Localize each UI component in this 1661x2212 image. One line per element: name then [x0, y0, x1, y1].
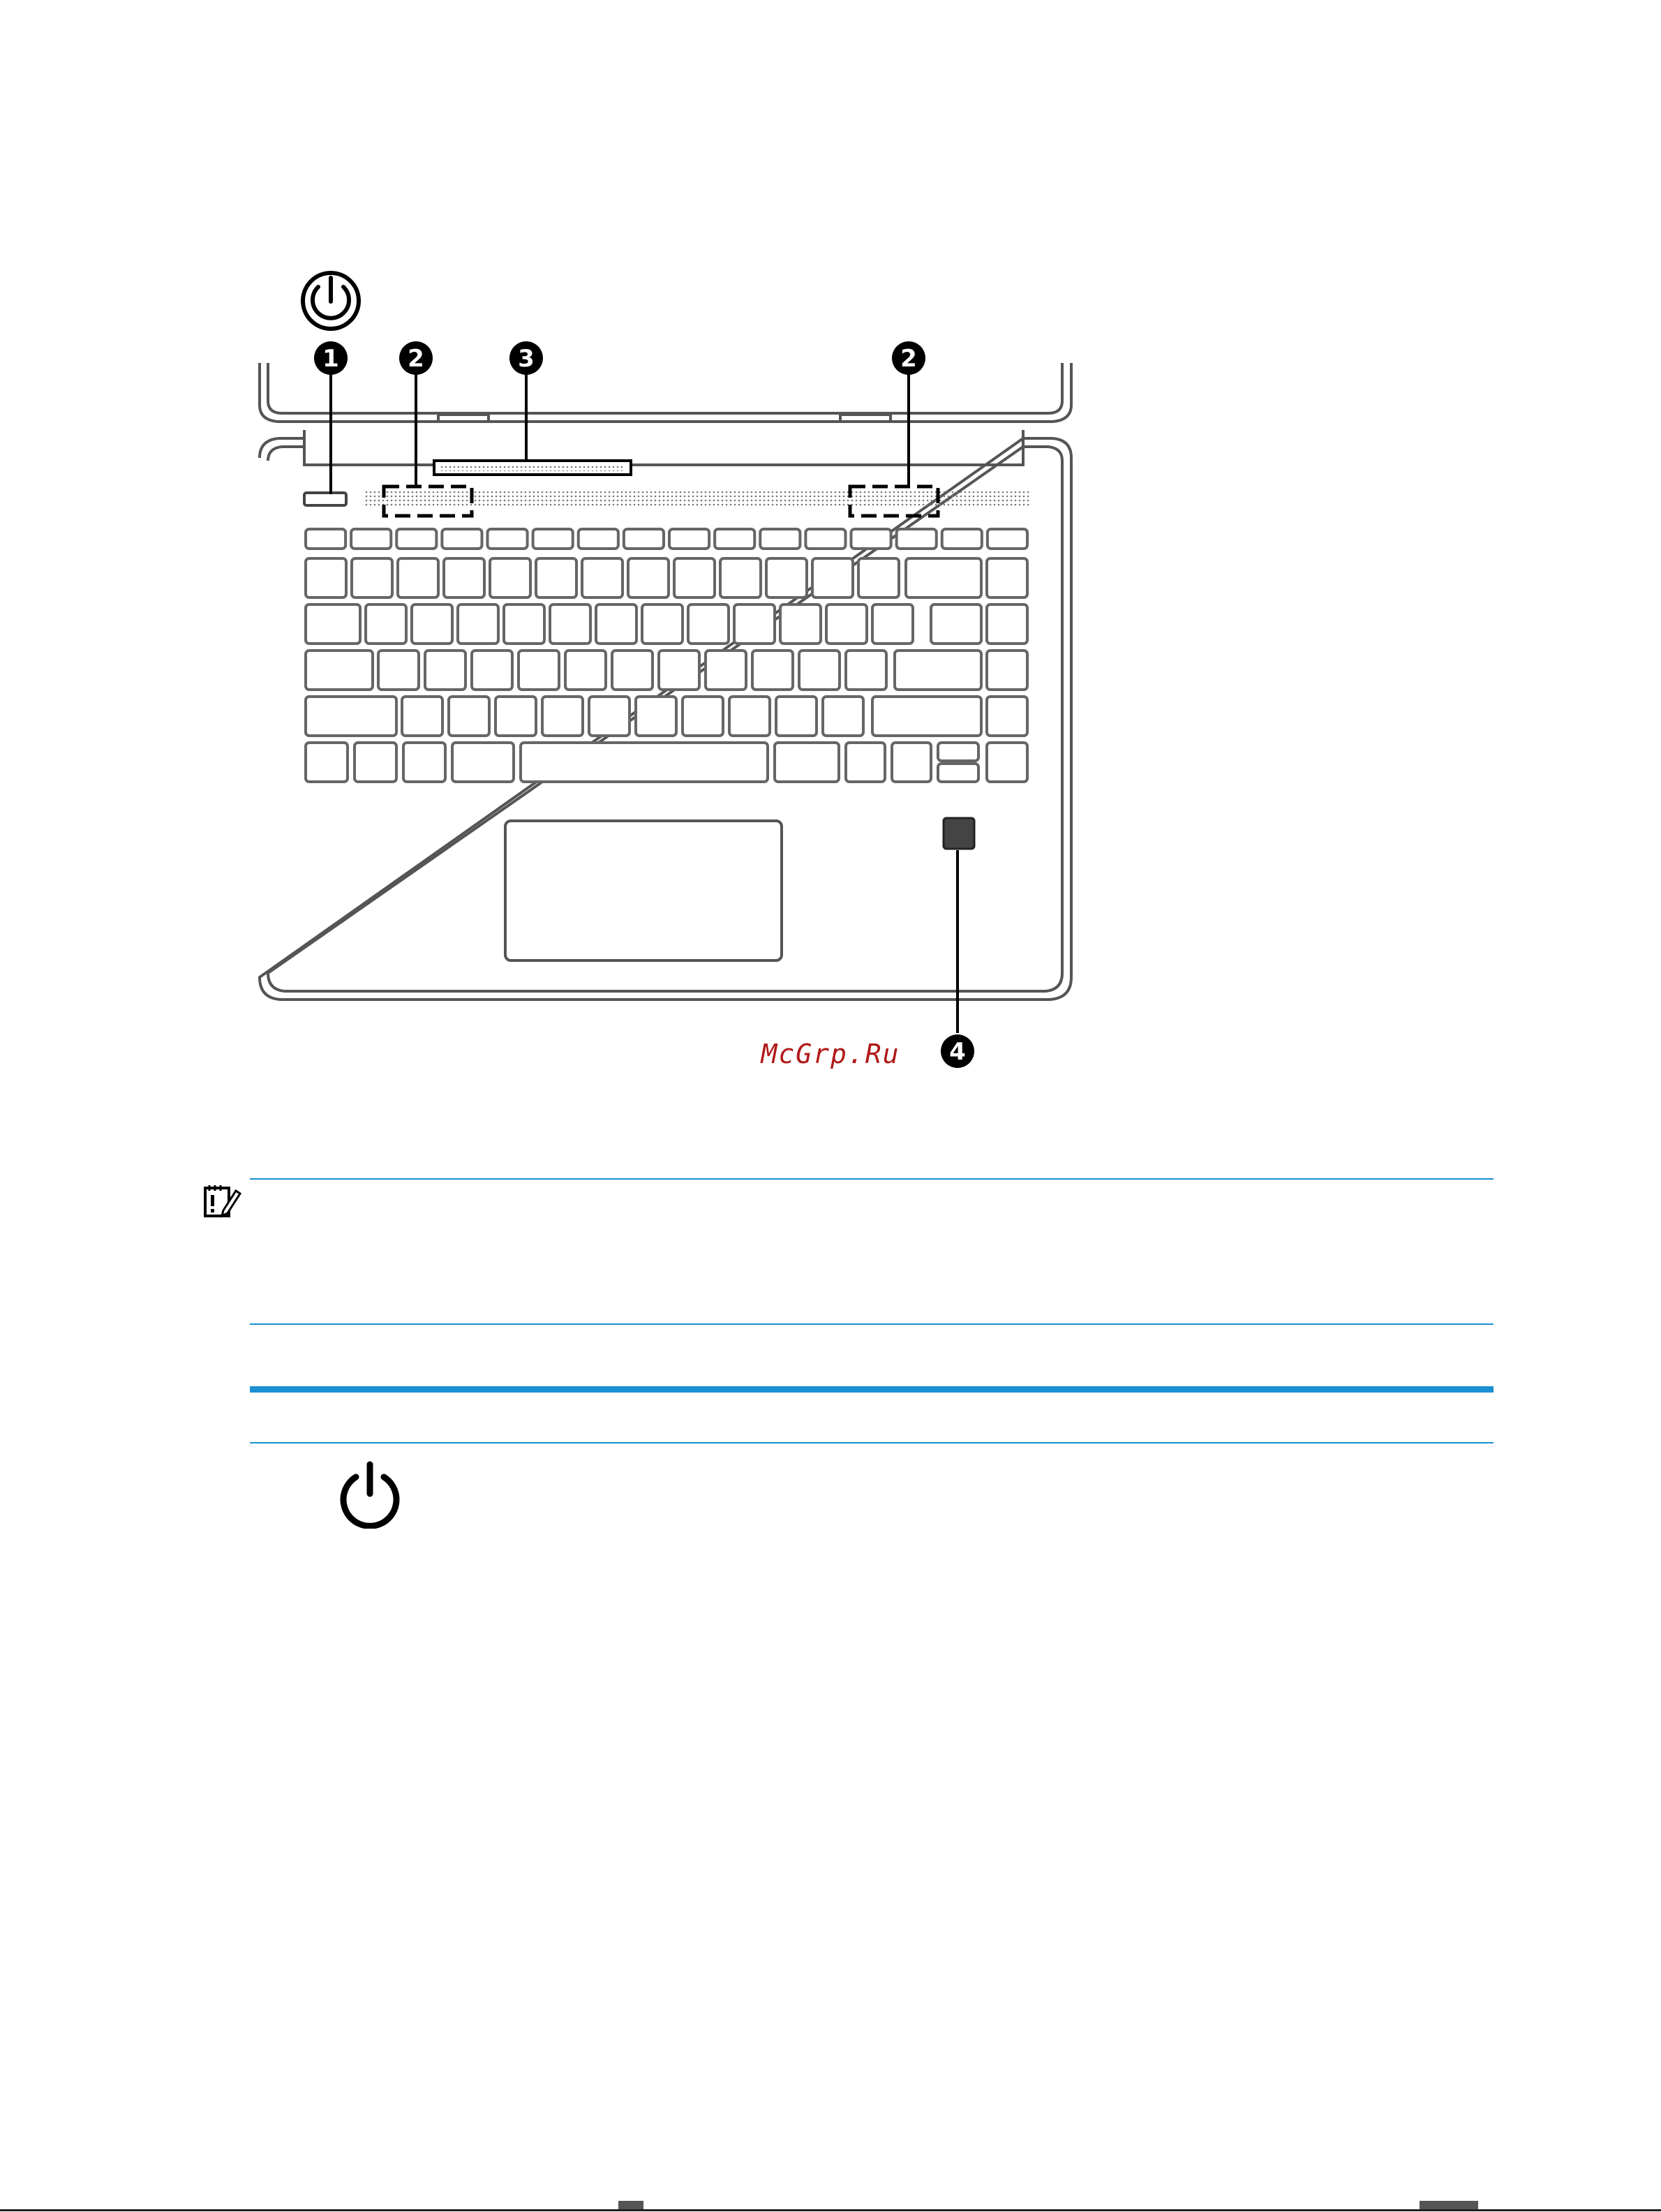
function-key: [897, 529, 937, 549]
function-key: [715, 529, 754, 549]
ctrl-key: [306, 743, 348, 782]
callout-4-label: 4: [949, 1038, 966, 1066]
backspace-key: [906, 558, 981, 597]
touchpad: [505, 821, 782, 960]
key: [846, 651, 886, 690]
function-key: [942, 529, 982, 549]
callout-2-right: [892, 341, 925, 375]
key: [780, 604, 821, 644]
key: [826, 604, 867, 644]
laptop-top-view-figure: [0, 0, 1661, 1089]
key: [366, 604, 406, 644]
table-header-rule: [250, 1386, 1494, 1393]
right-shift-key: [872, 697, 981, 736]
key: [683, 697, 723, 736]
key: [449, 697, 489, 736]
keyboard: [306, 529, 1027, 782]
fn-key: [355, 743, 396, 782]
key: [752, 651, 793, 690]
key: [352, 558, 392, 597]
left-shift-key: [306, 697, 396, 736]
key: [812, 558, 853, 597]
key: [402, 697, 442, 736]
page-bottom-mark-right: [1420, 2201, 1478, 2209]
watermark: McGrp.Ru: [761, 1039, 900, 1069]
power-button: [304, 493, 346, 505]
down-arrow-key: [938, 764, 978, 782]
speaker-grille: [363, 491, 1030, 508]
key: [306, 558, 346, 597]
function-key: [533, 529, 573, 549]
function-key: [396, 529, 436, 549]
figure-power-icon: [303, 273, 359, 329]
alt-gr-key: [775, 743, 839, 782]
key: [504, 604, 544, 644]
key: [412, 604, 452, 644]
callout-2-left-label: 2: [408, 345, 424, 373]
key: [425, 651, 465, 690]
key: [987, 558, 1027, 597]
ctrl-right-key: [846, 743, 885, 782]
key: [596, 604, 636, 644]
key: [458, 604, 498, 644]
up-arrow-key: [938, 743, 978, 761]
function-key: [351, 529, 391, 549]
key: [987, 697, 1027, 736]
key: [823, 697, 863, 736]
key: [720, 558, 761, 597]
key: [628, 558, 669, 597]
function-key: [805, 529, 845, 549]
enter-key: [895, 651, 981, 690]
left-arrow-key: [892, 743, 931, 782]
note-top-rule: [250, 1178, 1494, 1180]
key: [766, 558, 807, 597]
function-key: [442, 529, 482, 549]
callout-1-label: 1: [322, 345, 339, 373]
key: [536, 558, 576, 597]
key: [987, 604, 1027, 644]
key: [589, 697, 630, 736]
key: [519, 651, 559, 690]
function-key: [988, 529, 1027, 549]
power-icon: [335, 1459, 405, 1529]
callout-3: [509, 341, 543, 375]
callout-4: [941, 1034, 974, 1068]
alt-key: [452, 743, 514, 782]
key: [472, 651, 512, 690]
caps-lock-key: [306, 651, 373, 690]
note-bottom-rule: [250, 1323, 1494, 1325]
page-bottom-edge: [0, 2209, 1661, 2211]
key: [734, 604, 775, 644]
key: [444, 558, 484, 597]
key: [659, 651, 699, 690]
key: [729, 697, 770, 736]
function-key: [488, 529, 528, 549]
key: [872, 604, 913, 644]
key: [398, 558, 438, 597]
callout-2-right-label: 2: [900, 345, 917, 373]
important-note-icon: [202, 1182, 241, 1219]
key: [674, 558, 715, 597]
key: [496, 697, 536, 736]
key: [776, 697, 817, 736]
key: [858, 558, 899, 597]
key: [706, 651, 746, 690]
key: [987, 651, 1027, 690]
page-bottom-mark-left: [618, 2201, 643, 2209]
key: [612, 651, 653, 690]
key: [642, 604, 683, 644]
key: [565, 651, 606, 690]
spacebar: [521, 743, 768, 782]
function-key: [306, 529, 345, 549]
key: [931, 604, 981, 644]
callout-1: [314, 341, 348, 375]
key: [550, 604, 590, 644]
windows-key: [403, 743, 445, 782]
table-header-bottom-rule: [250, 1442, 1494, 1443]
display-hinge: [260, 363, 1071, 465]
right-arrow-key: [987, 743, 1027, 782]
function-key: [579, 529, 618, 549]
fingerprint-reader: [944, 818, 974, 849]
callout-2-left: [399, 341, 433, 375]
function-key: [669, 529, 709, 549]
key: [636, 697, 676, 736]
key: [582, 558, 623, 597]
key: [799, 651, 840, 690]
key: [490, 558, 530, 597]
function-key: [851, 529, 891, 549]
callout-3-label: 3: [518, 345, 535, 373]
key: [688, 604, 729, 644]
vent: [434, 461, 631, 475]
function-key: [624, 529, 664, 549]
key: [542, 697, 583, 736]
function-key: [760, 529, 800, 549]
key: [378, 651, 419, 690]
tab-key: [306, 604, 360, 644]
